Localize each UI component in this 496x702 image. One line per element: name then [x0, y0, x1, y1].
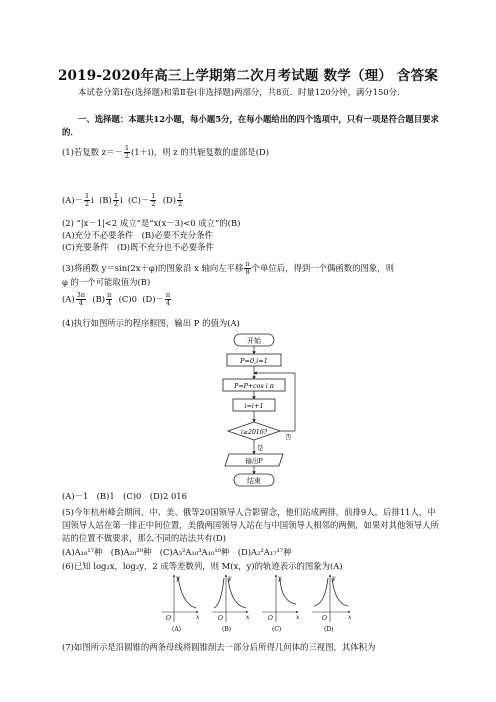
q1-fraction — [124, 145, 130, 160]
origin-label: O — [166, 615, 171, 622]
q3-option-b: (B) — [92, 294, 106, 304]
flow-decision-label: i≥2016? — [240, 429, 268, 436]
y-axis-label: y — [278, 575, 282, 582]
q1-stem-part: (1＋i)，则 z 的共轭复数的虚部是(D) — [130, 147, 269, 157]
x-axis-label: x — [296, 614, 300, 621]
q6-graph-d — [312, 575, 352, 632]
q6-label-a: (A) — [172, 626, 182, 632]
question-6-stem: (6)已知 log₂x，log₂y，2 成等差数列，则 M(x，y)的轨迹表示的图象为(A) — [62, 561, 343, 571]
q1-option-b: (B) — [99, 195, 112, 205]
q1-option-c: (C)－ — [127, 195, 150, 205]
question-3-options — [62, 292, 442, 307]
intro-text: 本试卷分第Ⅰ卷(选择题)和第Ⅱ卷(非选择题)两部分，共8页．时量120分钟，满分150分． — [78, 87, 406, 97]
flow-start-label: 开始 — [247, 337, 261, 345]
flow-no-label: 否 — [285, 433, 292, 441]
q6-graph-options — [158, 572, 358, 632]
q1-option-d: (D) — [162, 195, 177, 205]
q6-graph-c — [262, 575, 300, 632]
frac-num: 1 — [151, 192, 156, 200]
frac-num: π — [107, 291, 112, 299]
y-axis-label: y — [332, 575, 336, 582]
q1-frac-num: 1 — [124, 144, 129, 152]
q6-label-b: (B) — [222, 626, 232, 632]
flow-yes-label: 是 — [257, 444, 264, 452]
frac-num: π — [165, 291, 171, 299]
origin-label: O — [268, 615, 273, 622]
q3-option-a-frac — [76, 292, 86, 307]
question-1-stem — [62, 145, 442, 160]
question-5-stem: (5)今年杭州峰会期间，中、美、俄等20国领导人合影留念，他们站成两排，前排9人，后排11人，中国领导人站在第一排正中间位置，美俄两国领导人站在与中国领导人相邻的两侧，如果对其他领导人所站的位置不做要求，那么不同的站法共有(D) — [62, 507, 439, 543]
frac-num: 1 — [113, 192, 118, 200]
question-2-stem: (2) “|x－1|<2 成立”是“x(x－3)<0 成立”的(B) — [62, 218, 241, 228]
q6-graph-b — [212, 575, 250, 632]
q3-option-d-frac — [165, 292, 171, 307]
q1-stem-part: (1)若复数 z＝－ — [62, 147, 123, 157]
q3-fraction — [244, 261, 250, 276]
q2-option-d: (D)既不充分也不必要条件 — [116, 242, 214, 252]
frac-den: 4 — [78, 299, 83, 307]
q3-stem-part: 个单位后，得到一个偶函数的图象，则 — [251, 263, 395, 273]
q3-option-a: (A) — [62, 294, 75, 304]
flowchart — [215, 332, 307, 488]
question-3-stem — [62, 261, 442, 276]
question-4-options: (A)－1 (B)1 (C)0 (D)2 016 — [62, 491, 187, 501]
q6-label-d: (D) — [324, 626, 334, 632]
frac-den: 2 — [151, 200, 156, 208]
flow-output-label: 输出P — [245, 457, 263, 465]
question-1-options — [62, 193, 442, 208]
question-4-stem: (4)执行如图所示的程序框图，输出 P 的值为(A) — [62, 318, 240, 328]
q1-option-a: (A)－ — [62, 195, 83, 205]
frac-den: 2 — [113, 200, 118, 208]
frac-num: π — [245, 260, 250, 268]
x-axis-label: x — [196, 614, 200, 621]
frac-den: 8 — [245, 268, 250, 276]
frac-den: 4 — [165, 299, 171, 307]
question-3-stem-cont: φ 的一个可能取值为(B) — [62, 277, 151, 287]
origin-label: O — [218, 615, 223, 622]
q2-option-c: (C)充要条件 — [62, 242, 109, 252]
y-axis-label: y — [176, 575, 180, 582]
q3-stem-part: (3)将函数 y＝sin(2x＋φ)的图象沿 x 轴向左平移 — [62, 263, 244, 273]
q3-option-d: (D)－ — [142, 294, 164, 304]
q1-option-d-frac — [177, 193, 183, 208]
q1-option-a-frac — [84, 193, 90, 208]
frac-den: 4 — [107, 299, 112, 307]
flow-incr-label: i=i+1 — [244, 402, 264, 410]
x-axis-label: x — [348, 614, 352, 621]
question-5-options: (A)A₁₈¹⁷种 (B)A₂₀²⁰种 (C)A₃²A₁₈³A₁₀¹⁰种 (D)A₂²A₁₇¹⁷种 — [62, 547, 292, 557]
frac-den: 2 — [178, 200, 183, 208]
q1-option-b-tail: i — [119, 195, 123, 205]
question-7-stem: (7)如图所示是沿圆锥的两条母线将圆锥削去一部分后所得几何体的三视图，其体积为 — [62, 642, 376, 652]
q1-option-b-frac — [113, 193, 119, 208]
q3-option-b-frac — [106, 292, 112, 307]
flow-update-label: P=P+cos i π — [234, 383, 274, 390]
frac-num: 1 — [84, 192, 90, 200]
page-title: 2019-2020年高三上学期第二次月考试题 数学（理） 含答案 — [57, 68, 439, 84]
frac-num: 3π — [76, 291, 86, 299]
flow-end-label: 结束 — [247, 477, 261, 485]
frac-num: 1 — [178, 192, 183, 200]
q1-option-a-tail: i — [91, 195, 94, 205]
q1-frac-den: 2 — [124, 152, 129, 160]
q6-graph-a — [162, 575, 200, 632]
flow-init-label: P=0,i=1 — [240, 357, 268, 365]
q6-label-c: (C) — [272, 626, 282, 632]
q2-option-b: (B)必要不充分条件 — [141, 230, 213, 240]
frac-den: 2 — [84, 200, 90, 208]
x-axis-label: x — [246, 614, 250, 621]
section-heading: 一、选择题：本题共12小题，每小题5分，在每小题给出的四个选项中，只有一项是符合题目要求的． — [62, 114, 439, 137]
q2-option-a: (A)充分不必要条件 — [62, 230, 134, 240]
origin-label: O — [322, 615, 327, 622]
question-2-options-row2 — [62, 241, 442, 254]
y-axis-label: y — [228, 575, 232, 582]
q3-option-c: (C)0 — [118, 294, 137, 304]
q1-option-c-frac — [150, 193, 156, 208]
